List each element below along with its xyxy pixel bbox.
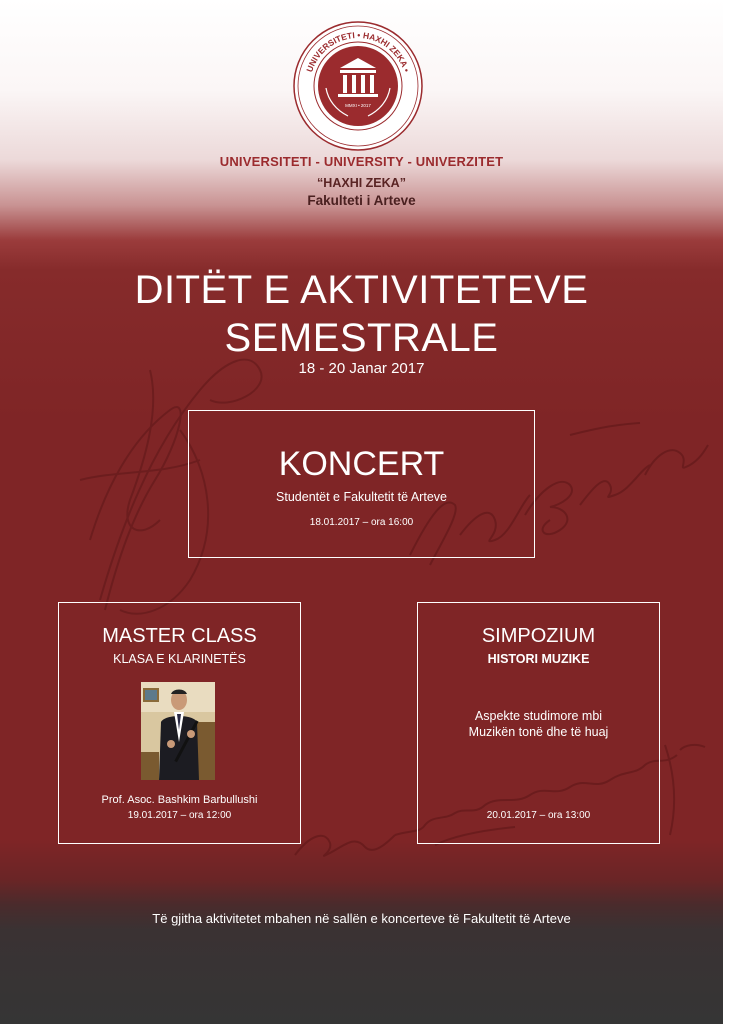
koncert-box <box>188 410 535 558</box>
university-name: “HAXHI ZEKA” <box>317 176 406 190</box>
event-dates: 18 - 20 Janar 2017 <box>298 360 425 377</box>
simpozium-subtitle: HISTORI MUZIKE <box>487 652 590 666</box>
university-line: UNIVERSITETI - UNIVERSITY - UNIVERZITET <box>219 154 504 169</box>
svg-text:MMXI • 2017: MMXI • 2017 <box>345 103 371 108</box>
page-title-line1: DITËT E AKTIVITETEVE <box>134 268 589 312</box>
koncert-datetime: 18.01.2017 – ora 16:00 <box>309 517 414 528</box>
faculty-name: Fakulteti i Arteve <box>307 193 416 208</box>
master-class-title: MASTER CLASS <box>102 625 257 647</box>
master-class-subtitle: KLASA E KLARINETËS <box>113 652 246 666</box>
footer-note: Të gjitha aktivitetet mbahen në sallën e koncerteve të Fakultetit të Arteve <box>152 911 571 926</box>
right-edge-strip <box>723 0 731 1024</box>
master-class-presenter: Prof. Asoc. Bashkim Barbullushi <box>101 794 258 806</box>
presenter-photo <box>141 682 215 780</box>
simpozium-description-line2: Muzikën tonë dhe të huaj <box>468 725 609 739</box>
university-seal <box>292 20 424 152</box>
master-class-datetime: 19.01.2017 – ora 12:00 <box>127 810 232 821</box>
simpozium-box <box>417 602 660 844</box>
koncert-title: KONCERT <box>278 445 445 483</box>
simpozium-datetime: 20.01.2017 – ora 13:00 <box>486 810 591 821</box>
master-class-box <box>58 602 301 844</box>
simpozium-description-line1: Aspekte studimore mbi <box>474 709 603 723</box>
page-title-line2: SEMESTRALE <box>224 316 499 360</box>
svg-text:UNIVERSITETI • HAXHI ZEKA •: UNIVERSITETI • HAXHI ZEKA • <box>304 29 412 74</box>
koncert-subtitle: Studentët e Fakultetit të Arteve <box>276 490 447 504</box>
simpozium-title: SIMPOZIUM <box>481 625 596 647</box>
